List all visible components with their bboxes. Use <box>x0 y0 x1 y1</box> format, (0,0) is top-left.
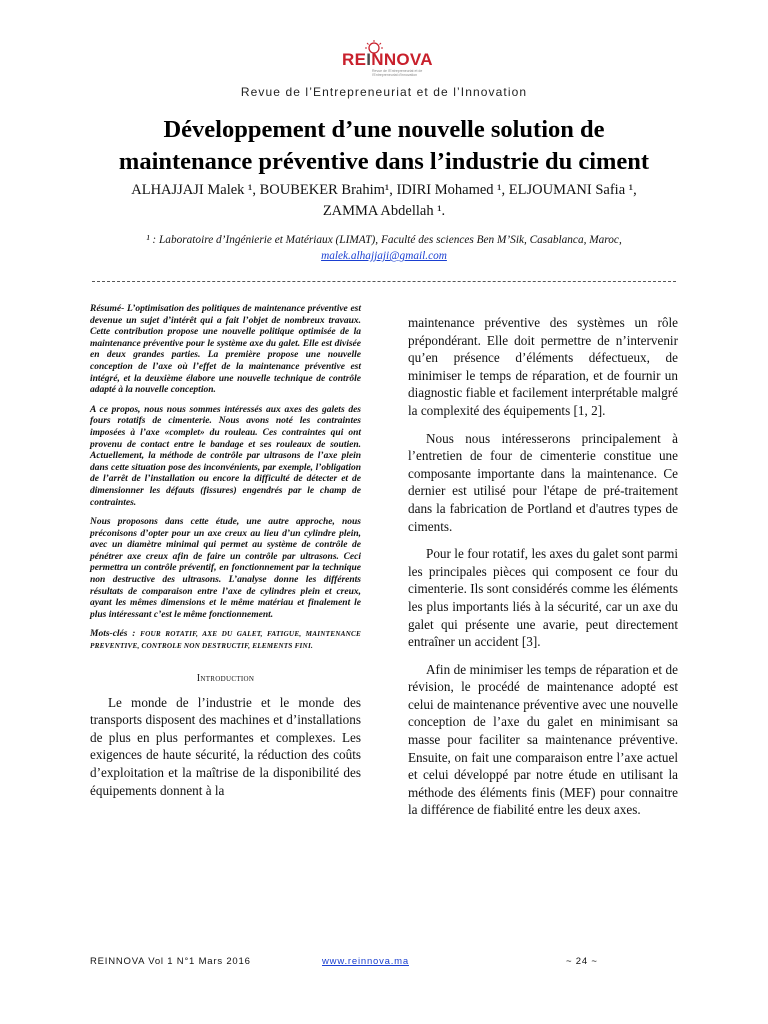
authors-line-2: ZAMMA Abdellah ¹. <box>322 203 446 219</box>
authors-line-1: ALHAJJAJI Malek ¹, BOUBEKER Brahim¹, IDIRI Mohamed ¹, ELJOUMANI Safia ¹, <box>131 182 637 198</box>
title-line-2: maintenance préventive dans l’industrie du ciment <box>118 148 650 175</box>
footer-website-link[interactable]: www.reinnova.ma <box>322 956 409 967</box>
title-line-1: Développement d’une nouvelle solution de <box>163 116 605 143</box>
abstract <box>90 304 361 621</box>
footer-journal-info: REINNOVA Vol 1 N°1 Mars 2016 <box>90 956 251 967</box>
journal-name: Revue de l’Entrepreneuriat et de l’Innovation <box>240 85 528 99</box>
body-paragraph: Le monde de l’industrie et le monde des transports disposent des machines et d’installations de plus en plus performantes et complexes. Les exigences de haute sécurité, la réduction des coûts d’exploitation et la maîtrise de la disponibilité des équipements donnent à la <box>90 694 361 798</box>
affiliation: ¹ : Laboratoire d’Ingénierie et Matériaux (LIMAT), Faculté des sciences Ben M’Sik, Casablanca, Maroc, <box>146 234 622 246</box>
page-number: ~ 24 ~ <box>566 956 598 967</box>
abstract-paragraph: A ce propos, nous nous sommes intéressés aux axes des galets des fours rotatifs de cimenterie. Nous avons noté les contraintes imposées à l’axe «complet» du rouleau. Ces contraintes qui ont provenu de contact entre le bandage et ses rouleaux de soutien. Actuellement, la méthode de contrôle par ultrasons de l’axe plein dans cette situation pose des inconvénients, par exemple, l’obligation de l’arrêt de l’installation ou encore la difficulté de détecter et de dimensionner les défauts (fissures) engendrés par le champ de contraintes. <box>90 404 361 508</box>
body-paragraph: Nous nous intéresserons principalement à l’entretien de four de cimenterie constitue une composante importante dans la maintenance. Ce dernier est utilisé pour l'étape de pré-traitement dans la fabrication de Portland et d'autres types de ciments. <box>408 430 678 534</box>
logo-subtitle: Revue de l'Entrepreneuriat et de l'Entrepreneuriat d'innovation <box>372 69 423 77</box>
separator-line <box>92 281 676 282</box>
abstract-paragraph: Nous proposons dans cette étude, une autre approche, nous préconisons d’opter pour un axe creux au lieu d’un cylindre plein, avec un diamètre minimal qui permet au système de contrôle de pénétrer axe creux afin de faire un contrôle par ultrasons. Ceci permettra un contrôle préventif, en fonctionnement par la technique non destructive des ultrasons. L’analyse donne les différents résultats de comparaison entre l’axe de cylindres plein et creux, ayant les mêmes dimensions et le même matériau et finalement le plus intéressant c’est le même fonctionnement. <box>90 517 361 620</box>
logo-wordmark: REINNOVA <box>342 50 433 69</box>
right-column <box>408 314 678 829</box>
body-paragraph: Afin de minimiser les temps de réparation et de révision, le procédé de maintenance adopté est celui de maintenance préventive avec une nouvelle conception de l’axe du galet en minimisant sa masse pour faciliter sa maintenance préventive. Ensuite, on fait une comparaison entre l’axe actuel et celui développé par notre étude en utilisant la méthode des éléments finis (MEF) pour connaitre la différence de fiabilité entre les deux axes. <box>408 661 678 818</box>
page-footer <box>90 956 680 972</box>
authors <box>70 180 698 222</box>
article-title <box>60 114 708 178</box>
keywords-label: Mots-clés : <box>90 629 136 640</box>
journal-logo <box>330 48 442 82</box>
body-paragraph: maintenance préventive des systèmes un rôle prépondérant. Elle doit permettre de n’intervenir qu’en présence d’éléments défectueux, de minimiser le temps de réparation, et de fournir un diagnostic fiable et facilement interprétable malgré la complexité des équipements [1, 2]. <box>408 315 678 418</box>
section-heading: Introduction <box>196 672 255 684</box>
keywords <box>90 629 361 652</box>
affiliation-block <box>70 232 698 264</box>
author-email-link[interactable]: malek.alhajjaji@gmail.com <box>321 250 447 262</box>
left-column <box>90 304 361 799</box>
body-paragraph: Pour le four rotatif, les axes du galet sont parmi les principales pièces qui composent ce four du cimenterie. Ils sont considérés comme les éléments les plus importants liés à la sécurité, car un axe du galet qui présente une avarie, peut directement entraîner un accident [3]. <box>408 546 678 650</box>
abstract-paragraph: Résumé- L’optimisation des politiques de maintenance préventive est devenue un sujet d’intérêt qui a fait l’objet de nombreux travaux. Cette contribution propose une nouvelle politique optimisée de la maintenance préventive pour le système axe du galet. Elle est divisée en deux grandes parties. La première propose une nouvelle conception de l’axe où l’effet de la maintenance préventive est intégré, et la deuxième élabore une nouvelle technique de contrôle adapté à la nouvelle conception. <box>90 304 361 396</box>
keywords-list: FOUR ROTATIF, AXE DU GALET, FATIGUE, MAINTENANCE PREVENTIVE, CONTROLE NON DESTRUCTIF, ELEMENTS FINI. <box>90 630 362 651</box>
